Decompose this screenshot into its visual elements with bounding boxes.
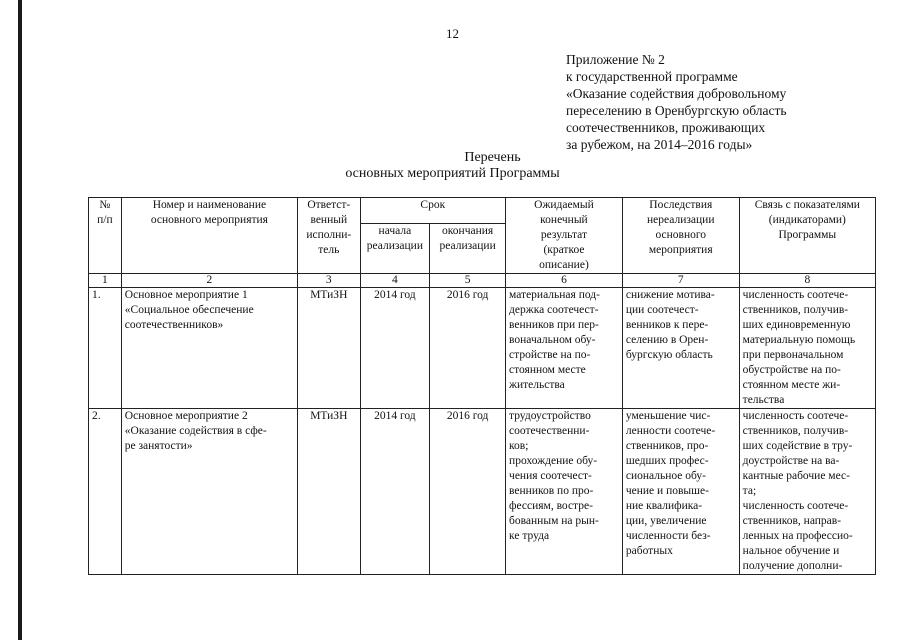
appendix-line: переселению в Оренбургскую область — [566, 103, 787, 118]
row-result: материальная под- держка соотечест- венников при пер- воначальном обу- стройстве на по- стоянном месте жительства — [506, 288, 623, 409]
column-number: 8 — [739, 274, 875, 288]
table-row — [89, 288, 876, 409]
appendix-line: Приложение № 2 — [566, 52, 665, 67]
header-num: № п/п — [89, 198, 122, 274]
column-number: 6 — [506, 274, 623, 288]
row-start: 2014 год — [360, 409, 430, 575]
header-result: Ожидаемый конечный результат (краткое описание) — [506, 198, 623, 274]
activities-table — [88, 197, 876, 575]
row-executor: МТиЗН — [298, 409, 361, 575]
header-term: Срок — [360, 198, 506, 224]
header-executor: Ответст- венный исполни- тель — [298, 198, 361, 274]
row-end: 2016 год — [430, 288, 506, 409]
header-name: Номер и наименование основного мероприятия — [121, 198, 297, 274]
header-end: окончания реализации — [430, 223, 506, 273]
title-line-1: Перечень — [464, 150, 521, 165]
header-start: начала реализации — [360, 223, 430, 273]
header-link: Связь с показателями (индикаторами) Программы — [739, 198, 875, 274]
row-num: 2. — [89, 409, 122, 575]
row-link: численность соотече- ственников, получив- ших единовременную материальную помощь при первоначальном обустройстве на по- стоянном месте жи- тельства — [739, 288, 875, 409]
row-executor: МТиЗН — [298, 288, 361, 409]
column-number-row — [89, 274, 876, 288]
appendix-line: «Оказание содействия добровольному — [566, 86, 787, 101]
page-number: 12 — [446, 26, 459, 41]
row-num: 1. — [89, 288, 122, 409]
column-number: 2 — [121, 274, 297, 288]
column-number: 1 — [89, 274, 122, 288]
header-row — [89, 198, 876, 224]
column-number: 3 — [298, 274, 361, 288]
row-end: 2016 год — [430, 409, 506, 575]
title-line-2: основных мероприятий Программы — [345, 166, 560, 181]
appendix-line: к государственной программе — [566, 69, 738, 84]
table-row — [89, 409, 876, 575]
row-result: трудоустройство соотечественни- ков; прохождение обу- чения соотечест- венников по про- фессиям, востре- бованным на рын- ке труда — [506, 409, 623, 575]
row-consequences: уменьшение чис- ленности соотече- ственников, про- шедших профес- сиональное обу- чение и повыше- ние квалифика- ции, увеличение численности без- работных — [622, 409, 739, 575]
document-title — [0, 150, 905, 182]
column-number: 5 — [430, 274, 506, 288]
appendix-line: соотечественников, проживающих — [566, 120, 766, 135]
row-start: 2014 год — [360, 288, 430, 409]
row-link: численность соотече- ственников, получив- ших содействие в тру- доустройстве на ва- кантные рабочие мес- та; численность соотече- ственников, направ- ленных на профессио- нальное обучение и получение дополни- — [739, 409, 875, 575]
row-name: Основное мероприятие 1 «Социальное обеспечение соотечественников» — [121, 288, 297, 409]
appendix-line: за рубежом, на 2014–2016 годы» — [566, 137, 753, 152]
scan-binding-edge — [18, 0, 22, 640]
row-name: Основное мероприятие 2 «Оказание содействия в сфе- ре занятости» — [121, 409, 297, 575]
column-number: 4 — [360, 274, 430, 288]
appendix-caption — [566, 51, 896, 153]
row-consequences: снижение мотива- ции соотечест- венников к пере- селению в Орен- бургскую область — [622, 288, 739, 409]
header-consequences: Последствия нереализации основного мероприятия — [622, 198, 739, 274]
column-number: 7 — [622, 274, 739, 288]
